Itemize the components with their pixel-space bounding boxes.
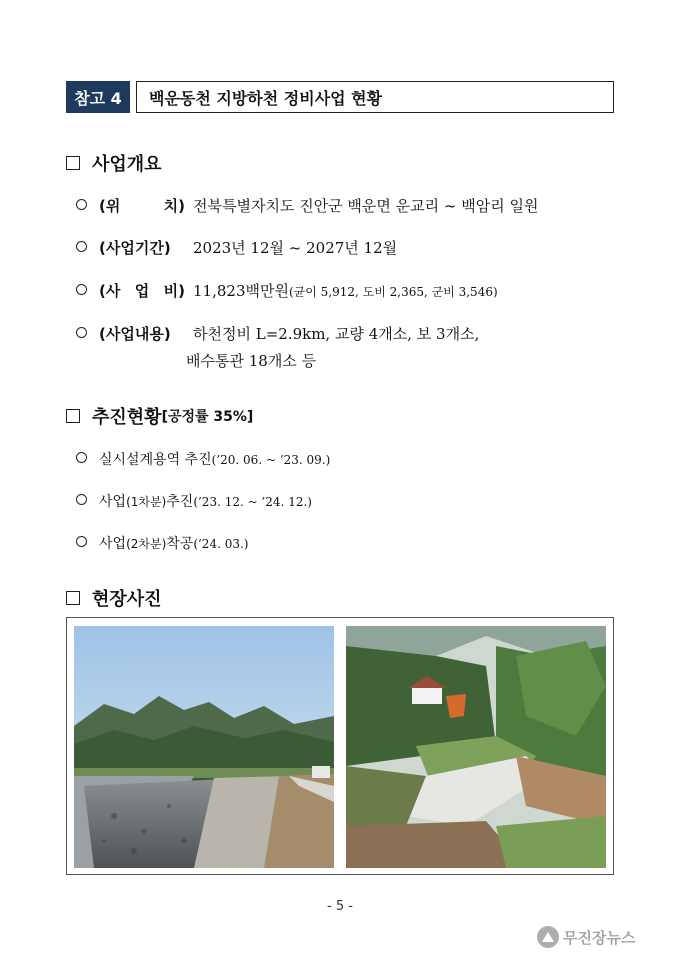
location-label: (위 치): [99, 197, 185, 215]
period-label: (사업기간): [99, 239, 171, 257]
reference-header: [66, 81, 614, 113]
location-value: 전북특별자치도 진안군 백운면 운교리 ~ 백암리 일원: [193, 197, 539, 215]
content-line1: 하천정비 L=2.9km, 교량 4개소, 보 3개소,: [193, 325, 480, 343]
circle-bullet-icon: [76, 327, 87, 338]
overview-heading: 사업개요: [66, 150, 162, 176]
content-line2: 배수통관 18개소 등: [186, 352, 317, 370]
circle-bullet-icon: [76, 284, 87, 295]
status-item: 사업 (2차분) 착공 (’24. 03.): [76, 533, 248, 553]
square-bullet-icon: [66, 591, 80, 605]
page-number: - 5 -: [327, 899, 353, 914]
photos-heading: 현장사진: [66, 585, 162, 611]
watermark: 무진장뉴스: [537, 926, 635, 948]
circle-bullet-icon: [76, 199, 87, 210]
status-heading: 추진현황 [공정률 35%]: [66, 403, 253, 429]
site-photo-river: [74, 626, 334, 868]
content-label: (사업내용): [99, 325, 171, 343]
status-item: 사업 (1차분) 추진 (’23. 12. ~ ’24. 12.): [76, 491, 312, 511]
site-photo-construction: [346, 626, 606, 868]
overview-cost-row: [76, 280, 498, 301]
square-bullet-icon: [66, 156, 80, 170]
reference-title: 백운동천 지방하천 정비사업 현황: [136, 81, 614, 113]
circle-bullet-icon: [76, 452, 87, 463]
overview-content-row: [76, 323, 479, 344]
overview-location-row: [76, 195, 538, 216]
cost-label: (사 업 비): [99, 282, 185, 300]
circle-bullet-icon: [76, 536, 87, 547]
circle-bullet-icon: [76, 494, 87, 505]
cost-value: 11,823백만원: [193, 282, 289, 300]
photo-frame: [66, 617, 614, 875]
logo-icon: [537, 926, 559, 948]
square-bullet-icon: [66, 409, 80, 423]
reference-tag: 참고 4: [66, 81, 130, 113]
period-value: 2023년 12월 ~ 2027년 12월: [193, 239, 398, 257]
status-item: 실시설계용역 추진 (’20. 06. ~ ’23. 09.): [76, 449, 330, 469]
circle-bullet-icon: [76, 241, 87, 252]
status-heading-note: [공정률 35%]: [161, 409, 254, 425]
cost-detail: (균이 5,912, 도비 2,365, 군비 3,546): [288, 285, 498, 299]
overview-period-row: [76, 237, 397, 258]
